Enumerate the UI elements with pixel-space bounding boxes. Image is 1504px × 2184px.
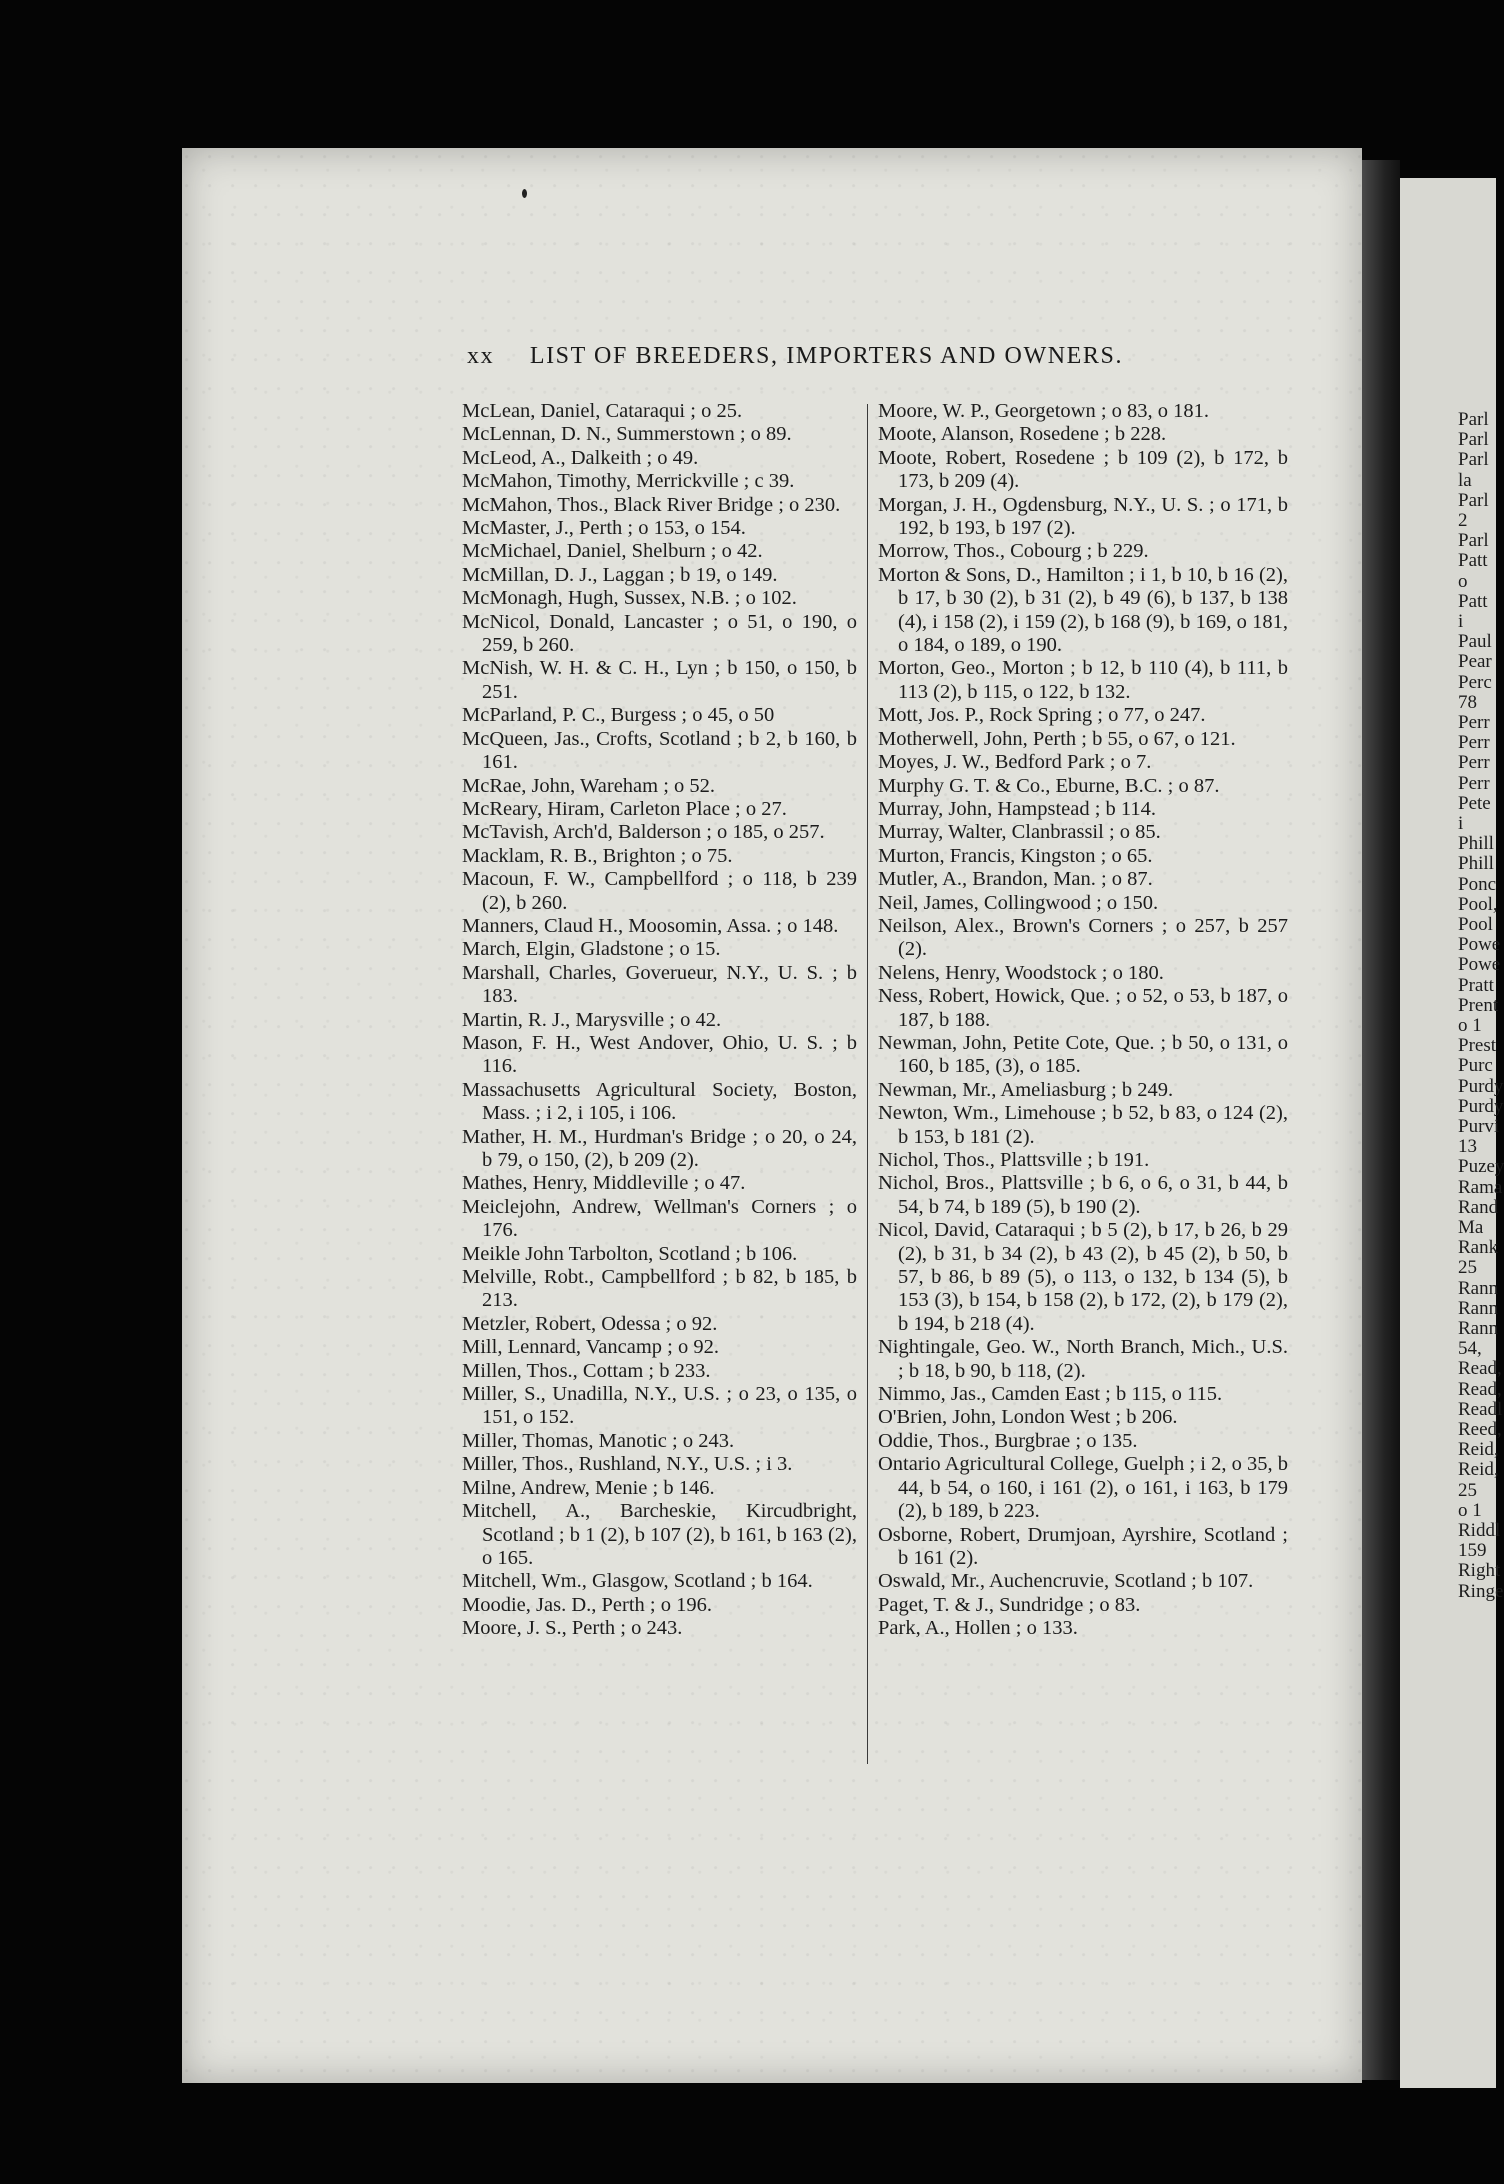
index-entry: Osborne, Robert, Drumjoan, Ayrshire, Scotland ; b 161 (2). <box>878 1523 1288 1569</box>
next-page-fragment: Pete <box>1458 792 1491 814</box>
page-edge-shadow <box>1362 160 1400 2080</box>
index-entry: Nightingale, Geo. W., North Branch, Mich., U.S. ; b 18, b 90, b 118, (2). <box>878 1336 1288 1382</box>
index-entry: Park, A., Hollen ; o 133. <box>878 1617 1078 1640</box>
index-entry: Meiclejohn, Andrew, Wellman's Corners ; o 176. <box>462 1195 857 1242</box>
next-page-fragment: Rank <box>1458 1237 1499 1259</box>
index-entry: McNish, W. H. & C. H., Lyn ; b 150, o 150, b 251. <box>462 657 857 703</box>
index-entry: McReary, Hiram, Carleton Place ; o 27. <box>462 797 787 820</box>
index-entry: McRae, John, Wareham ; o 52. <box>462 774 716 797</box>
next-page-fragment: 25 <box>1458 1479 1477 1501</box>
index-entry: Moodie, Jas. D., Perth ; o 196. <box>462 1593 712 1616</box>
next-page-fragment: o 1 <box>1458 1015 1482 1036</box>
index-entry: Manners, Claud H., Moosomin, Assa. ; o 148. <box>462 914 839 937</box>
index-entry: Nichol, Bros., Plattsville ; b 6, o 6, o 31, b 44, b 54, b 74, b 189 (5), b 190 (2). <box>878 1172 1288 1218</box>
next-page-fragment: Puzey <box>1458 1156 1504 1178</box>
page-title: LIST OF BREEDERS, IMPORTERS AND OWNERS. <box>529 343 1124 369</box>
index-entry: McMonagh, Hugh, Sussex, N.B. ; o 102. <box>462 587 797 610</box>
index-entry: Mather, H. M., Hurdman's Bridge ; o 20, o 24, b 79, o 150, (2), b 209 (2). <box>462 1125 857 1171</box>
index-entry: Melville, Robt., Campbellford ; b 82, b 185, b 213. <box>462 1266 857 1312</box>
next-page-fragment: Purdy <box>1458 1075 1504 1097</box>
index-entry: McQueen, Jas., Crofts, Scotland ; b 2, b 160, b 161. <box>462 727 857 774</box>
index-entry: O'Brien, John, London West ; b 206. <box>878 1406 1178 1429</box>
next-page-fragment: Patt <box>1458 550 1488 572</box>
index-entry: Murphy G. T. & Co., Eburne, B.C. ; o 87. <box>878 774 1220 797</box>
next-page-fragment: Readl <box>1458 1398 1503 1420</box>
index-entry: Miller, S., Unadilla, N.Y., U.S. ; o 23, o 135, o 151, o 152. <box>462 1383 857 1429</box>
index-entry: Morrow, Thos., Cobourg ; b 229. <box>878 540 1149 563</box>
index-entry: Oswald, Mr., Auchencruvie, Scotland ; b 107. <box>878 1570 1254 1593</box>
index-entry: McMahon, Timothy, Merrickville ; c 39. <box>462 470 795 493</box>
index-entry: March, Elgin, Gladstone ; o 15. <box>462 938 721 961</box>
next-page-fragment: i <box>1458 813 1464 834</box>
next-page-fragment: Purc <box>1458 1055 1493 1077</box>
index-entry: Motherwell, John, Perth ; b 55, o 67, o 121. <box>878 727 1236 750</box>
next-page-fragment: 78 <box>1458 691 1477 713</box>
page-header <box>467 343 1187 373</box>
next-page-fragment: Pratt <box>1458 974 1494 996</box>
next-page-fragment: la <box>1458 469 1472 491</box>
index-entry: McLennan, D. N., Summerstown ; o 89. <box>462 423 792 446</box>
index-entry: Miller, Thos., Rushland, N.Y., U.S. ; i 3. <box>462 1453 793 1476</box>
next-page-fragment: Perr <box>1458 772 1490 794</box>
index-entry: McParland, P. C., Burgess ; o 45, o 50 <box>462 704 775 727</box>
next-page-fragment: Parl <box>1458 489 1489 511</box>
next-page-fragment: Pool <box>1458 914 1493 935</box>
next-page-fragment: Rand <box>1458 1196 1499 1218</box>
next-page-fragment: Perr <box>1458 732 1490 754</box>
index-entry: Mitchell, A., Barcheskie, Kircudbright, Scotland ; b 1 (2), b 107 (2), b 161, b 163 (2), o 165. <box>462 1500 857 1569</box>
index-entry: Murray, John, Hampstead ; b 114. <box>878 797 1157 820</box>
index-entry: Martin, R. J., Marysville ; o 42. <box>462 1008 722 1031</box>
next-page-fragment: Reid, <box>1458 1439 1499 1461</box>
index-entry: Newman, John, Petite Cote, Que. ; b 50, o 131, o 160, b 185, (3), o 185. <box>878 1031 1288 1078</box>
next-page-fragment: Ma <box>1458 1217 1484 1238</box>
next-page-fragment: Perc <box>1458 671 1492 693</box>
index-entry: McMahon, Thos., Black River Bridge ; o 230. <box>462 493 841 516</box>
next-page-fragment: Rann <box>1458 1297 1499 1319</box>
index-entry: Neil, James, Collingwood ; o 150. <box>878 891 1159 914</box>
next-page-fragment: Parl <box>1458 409 1489 430</box>
index-entry: Milne, Andrew, Menie ; b 146. <box>462 1476 715 1499</box>
next-page-fragment: Patt <box>1458 590 1488 612</box>
next-page-fragment: Reid, <box>1458 1459 1499 1481</box>
next-page-fragment: Rama <box>1458 1176 1503 1198</box>
index-entry: Marshall, Charles, Goverueur, N.Y., U. S. ; b 183. <box>462 961 857 1008</box>
index-entry: Morton & Sons, D., Hamilton ; i 1, b 10, b 16 (2), b 17, b 30 (2), b 31 (2), b 49 (6), b 137, b 138 (4), i 158 (2), i 159 (2), b 168 (9), b 169, o 181, o 184, o 189, o 190. <box>878 563 1288 657</box>
index-entry: Mathes, Henry, Middleville ; o 47. <box>462 1172 746 1195</box>
next-page-fragment: Reed, <box>1458 1419 1502 1440</box>
index-entry: Moore, J. S., Perth ; o 243. <box>462 1617 683 1640</box>
next-page-fragment: 25 <box>1458 1257 1477 1279</box>
next-page-fragment: Right <box>1458 1560 1501 1582</box>
index-entry: McMichael, Daniel, Shelburn ; o 42. <box>462 540 763 563</box>
index-entry: Macoun, F. W., Campbellford ; o 118, b 239 (2), b 260. <box>462 868 857 914</box>
next-page-fragment: Riddl <box>1458 1520 1501 1541</box>
index-entry: Massachusetts Agricultural Society, Boston, Mass. ; i 2, i 105, i 106. <box>462 1078 857 1125</box>
next-page-fragment: Powe <box>1458 954 1501 976</box>
index-entry: Ontario Agricultural College, Guelph ; i 2, o 35, b 44, b 54, o 160, i 161 (2), o 161, i 163, b 179 (2), b 189, b 223. <box>878 1453 1288 1523</box>
index-entry: McTavish, Arch'd, Balderson ; o 185, o 257. <box>462 821 825 844</box>
next-page-fragment: Phill <box>1458 853 1494 875</box>
next-page-fragment: Pool, <box>1458 893 1498 915</box>
index-entry: Nimmo, Jas., Camden East ; b 115, o 115. <box>878 1383 1223 1406</box>
next-page-fragment: Read, <box>1458 1358 1502 1380</box>
next-page-fragment: Parl <box>1458 429 1489 451</box>
index-entry: Nichol, Thos., Plattsville ; b 191. <box>878 1149 1150 1171</box>
next-page-fragment: Prent <box>1458 994 1499 1016</box>
ink-spot <box>522 189 527 198</box>
next-page-fragment: Rann <box>1458 1318 1499 1339</box>
left-index-column <box>462 400 857 1641</box>
index-entry: Murray, Walter, Clanbrassil ; o 85. <box>878 821 1161 844</box>
next-page-fragment: Perr <box>1458 712 1490 733</box>
page-number: xx <box>467 343 495 369</box>
next-page-fragment: Powe <box>1458 934 1501 956</box>
next-page-fragment: Ringe <box>1458 1580 1504 1602</box>
index-entry: Miller, Thomas, Manotic ; o 243. <box>462 1429 735 1452</box>
index-entry: Moote, Robert, Rosedene ; b 109 (2), b 172, b 173, b 209 (4). <box>878 446 1288 493</box>
index-entry: McMillan, D. J., Laggan ; b 19, o 149. <box>462 563 778 586</box>
next-page-fragment: 2 <box>1458 510 1468 531</box>
next-page-fragment: Ponc <box>1458 873 1496 895</box>
column-divider <box>867 404 868 1764</box>
index-entry: Newman, Mr., Ameliasburg ; b 249. <box>878 1078 1174 1101</box>
next-page-fragment: Paul <box>1458 631 1492 653</box>
index-entry: Mott, Jos. P., Rock Spring ; o 77, o 247. <box>878 704 1206 727</box>
index-entry: McNicol, Donald, Lancaster ; o 51, o 190, o 259, b 260. <box>462 610 857 657</box>
index-entry: Mason, F. H., West Andover, Ohio, U. S. ; b 116. <box>462 1031 857 1078</box>
next-page-fragment: Purvi <box>1458 1116 1500 1137</box>
index-entry: Oddie, Thos., Burgbrae ; o 135. <box>878 1429 1138 1452</box>
index-entry: Metzler, Robert, Odessa ; o 92. <box>462 1312 718 1335</box>
next-page-fragment: Phill <box>1458 833 1494 855</box>
index-entry: McLean, Daniel, Cataraqui ; o 25. <box>462 400 743 422</box>
index-entry: Millen, Thos., Cottam ; b 233. <box>462 1359 711 1382</box>
next-page-fragment: Rann <box>1458 1277 1499 1299</box>
next-page-fragment: Parl <box>1458 530 1489 552</box>
index-entry: Moote, Alanson, Rosedene ; b 228. <box>878 423 1167 446</box>
next-page-fragment: o 1 <box>1458 1499 1482 1521</box>
index-entry: Mill, Lennard, Vancamp ; o 92. <box>462 1336 719 1359</box>
index-entry: Paget, T. & J., Sundridge ; o 83. <box>878 1593 1141 1616</box>
index-entry: Neilson, Alex., Brown's Corners ; o 257, b 257 (2). <box>878 914 1288 961</box>
next-page-fragment: 54, <box>1458 1338 1482 1360</box>
index-entry: Nicol, David, Cataraqui ; b 5 (2), b 17, b 26, b 29 (2), b 31, b 34 (2), b 43 (2), b 45 (2), b 50, b 57, b 86, b 89 (5), o 113, o 132, b 134 (5), b 153 (3), b 154, b 158 (2), b 172, (2), b 179 (2), b 194, b 218 (4). <box>878 1219 1288 1335</box>
index-entry: McMaster, J., Perth ; o 153, o 154. <box>462 517 746 540</box>
next-page-edge <box>1400 178 1504 2088</box>
next-page-fragment: 13 <box>1458 1136 1477 1158</box>
index-entry: Murton, Francis, Kingston ; o 65. <box>878 844 1153 867</box>
index-entry: Meikle John Tarbolton, Scotland ; b 106. <box>462 1242 798 1265</box>
next-page-fragment: Parl <box>1458 449 1489 471</box>
next-page-fragment: Pear <box>1458 651 1492 673</box>
next-page-fragment: 159 <box>1458 1540 1487 1562</box>
next-page-fragment: Read, <box>1458 1378 1502 1400</box>
next-page-fragment: Prest <box>1458 1035 1496 1057</box>
next-page-fragment: Perr <box>1458 752 1490 774</box>
index-entry: Nelens, Henry, Woodstock ; o 180. <box>878 961 1164 984</box>
right-index-column <box>878 400 1288 1641</box>
index-entry: Mutler, A., Brandon, Man. ; o 87. <box>878 868 1153 891</box>
index-entry: Morton, Geo., Morton ; b 12, b 110 (4), b 111, b 113 (2), b 115, o 122, b 132. <box>878 657 1288 703</box>
index-entry: Morgan, J. H., Ogdensburg, N.Y., U. S. ; o 171, b 192, b 193, b 197 (2). <box>878 493 1288 540</box>
next-page-fragment: o <box>1458 570 1468 592</box>
index-entry: Ness, Robert, Howick, Que. ; o 52, o 53, b 187, o 187, b 188. <box>878 985 1288 1031</box>
index-entry: Macklam, R. B., Brighton ; o 75. <box>462 844 733 867</box>
index-entry: Moyes, J. W., Bedford Park ; o 7. <box>878 751 1152 774</box>
next-page-fragment: Purdy <box>1458 1095 1504 1117</box>
index-entry: McLeod, A., Dalkeith ; o 49. <box>462 446 699 469</box>
index-entry: Moore, W. P., Georgetown ; o 83, o 181. <box>878 400 1210 422</box>
next-page-fragment: i <box>1458 611 1464 632</box>
index-entry: Newton, Wm., Limehouse ; b 52, b 83, o 124 (2), b 153, b 181 (2). <box>878 1102 1288 1148</box>
index-entry: Mitchell, Wm., Glasgow, Scotland ; b 164. <box>462 1570 813 1593</box>
